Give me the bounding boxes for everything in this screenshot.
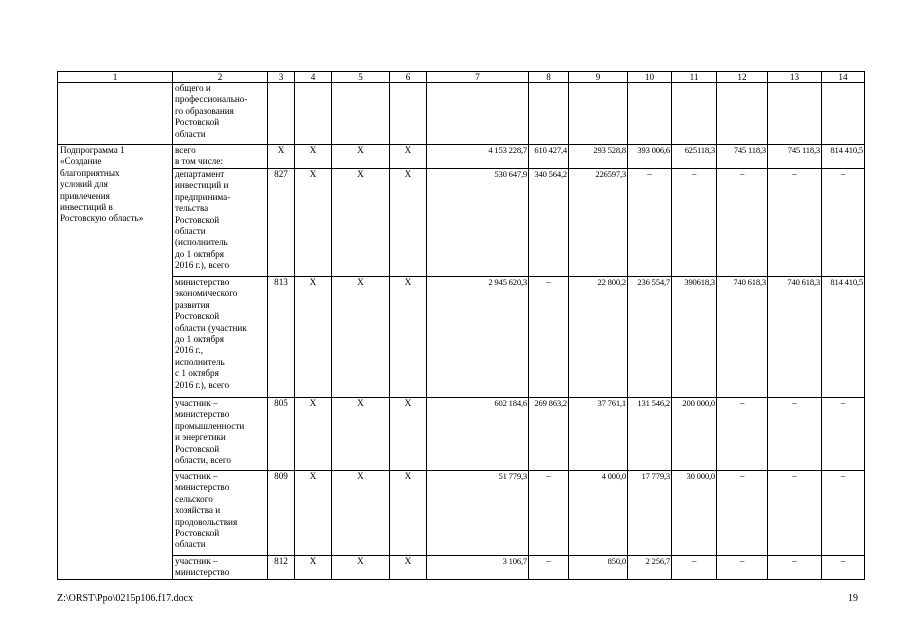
empty-cell	[58, 83, 173, 145]
page-number: 19	[848, 593, 858, 604]
header-cell: 5	[332, 72, 390, 83]
table-row-continuation	[58, 83, 865, 145]
row-name-cell: министерство экономического развития Ростовской области (участник до 1 октября 2016 г., исполнитель с 1 октября 2016 г.), всего	[173, 277, 268, 398]
program-title-cell: Подпрограмма 1 «Создание благоприятных условий для привлечения инвестиций в Ростовскую область»	[58, 145, 173, 580]
table-row: участник – министерство промышленности и энергетики Ростовской области, всего 805 X X X 602 184,6 269 863,2 37 761,1 131 546,2 200 000,0 – – –	[58, 398, 865, 471]
table-row: министерство экономического развития Ростовской области (участник до 1 октября 2016 г., исполнитель с 1 октября 2016 г.), всего 813 X X X 2 945 620,3 – 22 800,2 236 554,7 390618,3 740 618,3 740 618,3 814 410,5	[58, 277, 865, 398]
column-number-header	[58, 72, 865, 83]
header-cell: 7	[427, 72, 529, 83]
table-row: участник – министерство сельского хозяйства и продовольствия Ростовской области 809 X X X 51 779,3 – 4 000,0 17 779,3 30 000,0 – – –	[58, 471, 865, 556]
row-name-cell: общего и профессионально- го образования Ростовской области	[173, 83, 268, 145]
document-path: Z:\ORST\Ppo\0215p106.f17.docx	[57, 593, 194, 604]
row-name-cell: участник – министерство промышленности и энергетики Ростовской области, всего	[173, 398, 268, 471]
header-cell: 2	[173, 72, 268, 83]
header-cell: 14	[822, 72, 865, 83]
header-cell: 9	[569, 72, 628, 83]
header-cell: 11	[672, 72, 717, 83]
row-name-cell: участник – министерство сельского хозяйства и продовольствия Ростовской области	[173, 471, 268, 556]
table-row: участник – министерство 812 X X X 3 106,7 – 850,0 2 256,7 – – – –	[58, 556, 865, 580]
header-cell: 12	[717, 72, 768, 83]
row-name-cell: всего в том числе:	[173, 145, 268, 169]
header-cell: 4	[295, 72, 332, 83]
header-cell: 13	[768, 72, 822, 83]
header-cell: 10	[628, 72, 672, 83]
row-name-cell: участник – министерство	[173, 556, 268, 580]
row-name-cell: департамент инвестиций и предпринима- тельства Ростовской области (исполнитель до 1 октября 2016 г.), всего	[173, 169, 268, 277]
budget-table	[57, 71, 865, 580]
header-cell: 6	[390, 72, 427, 83]
header-cell: 8	[529, 72, 569, 83]
header-cell: 1	[58, 72, 173, 83]
header-cell: 3	[268, 72, 295, 83]
table-row: департамент инвестиций и предпринима- тельства Ростовской области (исполнитель до 1 октября 2016 г.), всего 827 X X X 530 647,9 340 564,2 226597,3 – – – – –	[58, 169, 865, 277]
table-row: Подпрограмма 1 «Создание благоприятных условий для привлечения инвестиций в Ростовскую область» всего в том числе: X X X X 4 153 228,7 610 427,4 293 528,8 393 006,6 625118,3 745 118,3 745 118,3 814 410,5	[58, 145, 865, 169]
